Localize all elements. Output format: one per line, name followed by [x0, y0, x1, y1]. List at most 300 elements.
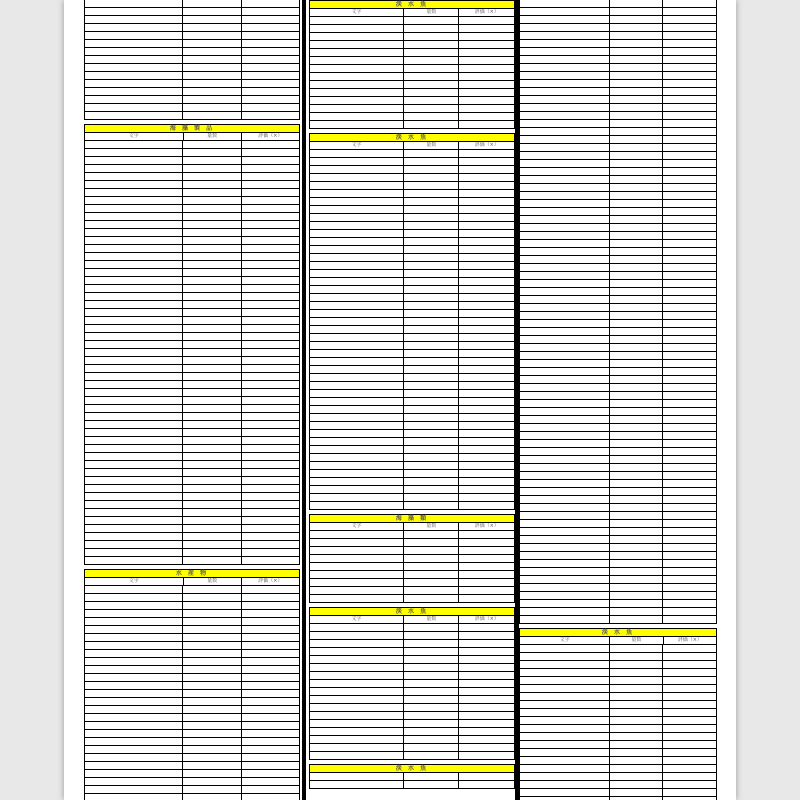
- table-cell: [403, 720, 459, 727]
- table-cell: [85, 738, 182, 745]
- table-cell: [458, 579, 514, 586]
- table-cell: [182, 365, 240, 372]
- table-row: [519, 392, 717, 400]
- table-cell: [662, 200, 716, 207]
- table-cell: [241, 157, 299, 164]
- table-cell: [520, 120, 609, 127]
- table-cell: [241, 397, 299, 404]
- table-header-cell: 評価（×）: [241, 133, 299, 140]
- table-cell: [458, 704, 514, 711]
- table-cell: [182, 626, 240, 633]
- table-row: [519, 0, 717, 8]
- table-cell: [85, 642, 182, 649]
- table-cell: [403, 736, 459, 743]
- table-row: [84, 269, 300, 277]
- table-cell: [85, 32, 182, 39]
- table-cell: [241, 738, 299, 745]
- table-cell: [241, 778, 299, 785]
- table-cell: [609, 677, 663, 684]
- table-cell: [609, 24, 663, 31]
- table-row: [309, 547, 515, 555]
- table-row: [309, 81, 515, 89]
- table-cell: [609, 552, 663, 559]
- table-row: [309, 318, 515, 326]
- table-cell: [662, 320, 716, 327]
- table-row: [84, 714, 300, 722]
- table-cell: [85, 269, 182, 276]
- table-cell: [662, 440, 716, 447]
- table-row: [84, 293, 300, 301]
- table-cell: [310, 547, 403, 554]
- table-cell: [310, 294, 403, 301]
- table-row: [84, 762, 300, 770]
- table-cell: [609, 576, 663, 583]
- table-row: [519, 200, 717, 208]
- table-cell: [241, 586, 299, 593]
- table-cell: [241, 24, 299, 31]
- table-cell: [241, 253, 299, 260]
- table-cell: [458, 454, 514, 461]
- table-row: [84, 333, 300, 341]
- table-cell: [241, 626, 299, 633]
- table-cell: [85, 112, 182, 119]
- table-cell: [662, 120, 716, 127]
- table-cell: [85, 746, 182, 753]
- table-cell: [310, 454, 403, 461]
- table-cell: [609, 360, 663, 367]
- table-cell: [403, 342, 459, 349]
- table-cell: [609, 376, 663, 383]
- table-cell: [310, 712, 403, 719]
- table-cell: [520, 184, 609, 191]
- table-cell: [662, 288, 716, 295]
- table-cell: [403, 696, 459, 703]
- table-cell: [609, 96, 663, 103]
- table-cell: [85, 594, 182, 601]
- table-row: [309, 502, 515, 510]
- table-cell: [520, 789, 609, 796]
- table-cell: [609, 669, 663, 676]
- table-cell: [182, 770, 240, 777]
- table-cell: [662, 560, 716, 567]
- table-row: [309, 462, 515, 470]
- table-cell: [458, 571, 514, 578]
- table-row: [84, 626, 300, 634]
- table-cell: [241, 525, 299, 532]
- table-cell: [662, 789, 716, 796]
- table-row: [84, 181, 300, 189]
- table-cell: [520, 344, 609, 351]
- table-row: [519, 72, 717, 80]
- table-row: [309, 720, 515, 728]
- table-cell: [662, 48, 716, 55]
- table-row: [519, 528, 717, 536]
- table-cell: [403, 502, 459, 509]
- table-cell: [241, 309, 299, 316]
- table-cell: [310, 326, 403, 333]
- table-cell: [458, 262, 514, 269]
- table-cell: [241, 666, 299, 673]
- table-cell: [662, 160, 716, 167]
- table-cell: [403, 672, 459, 679]
- section-title: 水 産 物: [84, 569, 300, 578]
- table-cell: [609, 424, 663, 431]
- table-row: [519, 645, 717, 653]
- table-row: [84, 24, 300, 32]
- table-row: [84, 477, 300, 485]
- table-cell: [458, 547, 514, 554]
- table-cell: [310, 672, 403, 679]
- table-cell: [458, 214, 514, 221]
- table-row: [519, 344, 717, 352]
- table-cell: [458, 414, 514, 421]
- table-cell: [458, 366, 514, 373]
- table-row: [309, 49, 515, 57]
- table-cell: [609, 64, 663, 71]
- section-title: 淡 水 魚: [309, 133, 515, 142]
- table-cell: [609, 320, 663, 327]
- table-cell: [85, 221, 182, 228]
- table-cell: [241, 477, 299, 484]
- table-row: [309, 286, 515, 294]
- table-row: [519, 120, 717, 128]
- table-cell: [241, 229, 299, 236]
- table-cell: [182, 786, 240, 793]
- table-cell: [241, 469, 299, 476]
- table-header-cell: 量数: [403, 523, 459, 530]
- table-cell: [241, 714, 299, 721]
- table-cell: [241, 650, 299, 657]
- table-row: [84, 533, 300, 541]
- table-cell: [85, 229, 182, 236]
- table-cell: [609, 144, 663, 151]
- table-cell: [662, 456, 716, 463]
- table-cell: [609, 312, 663, 319]
- table-cell: [241, 445, 299, 452]
- table-cell: [403, 624, 459, 631]
- table-cell: [182, 794, 240, 800]
- table-cell: [609, 392, 663, 399]
- table-row: [519, 741, 717, 749]
- table-row: [84, 421, 300, 429]
- table-cell: [609, 749, 663, 756]
- table-row: [519, 472, 717, 480]
- table-cell: [609, 616, 663, 623]
- table-cell: [182, 533, 240, 540]
- table-cell: [182, 245, 240, 252]
- table-row: [519, 320, 717, 328]
- table-row: [84, 461, 300, 469]
- table-cell: [520, 693, 609, 700]
- table-cell: [662, 216, 716, 223]
- table-cell: [85, 197, 182, 204]
- table-cell: [403, 206, 459, 213]
- table-cell: [182, 517, 240, 524]
- table-row: [519, 232, 717, 240]
- table-cell: [520, 352, 609, 359]
- table-cell: [85, 445, 182, 452]
- table-cell: [85, 461, 182, 468]
- table-cell: [403, 366, 459, 373]
- table-cell: [310, 736, 403, 743]
- table-header-cell: 評価（×）: [241, 578, 299, 585]
- table-cell: [609, 8, 663, 15]
- table-cell: [310, 254, 403, 261]
- table-row: [519, 512, 717, 520]
- table-cell: [662, 520, 716, 527]
- table-row: [84, 666, 300, 674]
- table-cell: [520, 749, 609, 756]
- table-row: [84, 650, 300, 658]
- table-row: [519, 749, 717, 757]
- table-cell: [662, 685, 716, 692]
- table-cell: [609, 757, 663, 764]
- table-cell: [182, 730, 240, 737]
- table-cell: [403, 680, 459, 687]
- table-cell: [310, 632, 403, 639]
- table-cell: [458, 531, 514, 538]
- table-row: [519, 536, 717, 544]
- table-cell: [85, 253, 182, 260]
- table-cell: [403, 579, 459, 586]
- table-cell: [241, 493, 299, 500]
- table-cell: [403, 113, 459, 120]
- table-cell: [182, 485, 240, 492]
- table-cell: [182, 493, 240, 500]
- table-row: [309, 587, 515, 595]
- table-row: [519, 184, 717, 192]
- table-cell: [85, 48, 182, 55]
- table-cell: [310, 595, 403, 602]
- table-header-cell: 評価（×）: [458, 523, 514, 530]
- table-row: [519, 765, 717, 773]
- table-cell: [609, 264, 663, 271]
- table-cell: [241, 237, 299, 244]
- table-cell: [609, 224, 663, 231]
- table-cell: [458, 374, 514, 381]
- table-cell: [310, 563, 403, 570]
- table-cell: [609, 488, 663, 495]
- table-cell: [241, 181, 299, 188]
- table-row: [84, 786, 300, 794]
- table-cell: [182, 269, 240, 276]
- table-cell: [241, 770, 299, 777]
- table-cell: [662, 616, 716, 623]
- table-cell: [403, 294, 459, 301]
- table-cell: [85, 149, 182, 156]
- table-row: [519, 653, 717, 661]
- table-cell: [85, 586, 182, 593]
- table-cell: [403, 73, 459, 80]
- table-cell: [85, 690, 182, 697]
- table-cell: [609, 717, 663, 724]
- table-cell: [662, 512, 716, 519]
- table-row: [519, 8, 717, 16]
- table-cell: [403, 555, 459, 562]
- table-cell: [520, 368, 609, 375]
- table-row: [309, 174, 515, 182]
- table-cell: [310, 374, 403, 381]
- table-cell: [520, 16, 609, 23]
- table-row: [309, 406, 515, 414]
- table-cell: [520, 264, 609, 271]
- table-row: [309, 166, 515, 174]
- table-cell: [182, 16, 240, 23]
- table-row: [84, 634, 300, 642]
- table-row: [519, 80, 717, 88]
- table-cell: [403, 358, 459, 365]
- table-cell: [241, 690, 299, 697]
- table-cell: [182, 778, 240, 785]
- table-cell: [458, 81, 514, 88]
- table-cell: [520, 312, 609, 319]
- table-cell: [310, 206, 403, 213]
- table-cell: [662, 152, 716, 159]
- table-cell: [520, 248, 609, 255]
- table-cell: [85, 181, 182, 188]
- table-cell: [310, 190, 403, 197]
- table-cell: [609, 480, 663, 487]
- table-cell: [182, 618, 240, 625]
- table-cell: [662, 480, 716, 487]
- table-row: [309, 478, 515, 486]
- table-cell: [182, 157, 240, 164]
- table-cell: [182, 205, 240, 212]
- table-cell: [609, 256, 663, 263]
- table-row: [519, 440, 717, 448]
- table-cell: [85, 381, 182, 388]
- table-cell: [520, 560, 609, 567]
- table-cell: [403, 222, 459, 229]
- table-row: [519, 64, 717, 72]
- table-cell: [85, 493, 182, 500]
- table-cell: [310, 174, 403, 181]
- table-cell: [182, 221, 240, 228]
- table-row: [519, 600, 717, 608]
- table-row: [84, 541, 300, 549]
- table-cell: [403, 262, 459, 269]
- table-row: [84, 778, 300, 786]
- table-row: [519, 496, 717, 504]
- table-cell: [310, 640, 403, 647]
- table-cell: [182, 477, 240, 484]
- table-cell: [85, 602, 182, 609]
- table-cell: [85, 309, 182, 316]
- table-row: [84, 341, 300, 349]
- table-cell: [85, 786, 182, 793]
- table-cell: [241, 722, 299, 729]
- table-cell: [609, 400, 663, 407]
- table-cell: [520, 584, 609, 591]
- table-cell: [403, 414, 459, 421]
- table-cell: [458, 97, 514, 104]
- table-cell: [458, 65, 514, 72]
- table-cell: [609, 208, 663, 215]
- table-cell: [520, 152, 609, 159]
- table-cell: [662, 40, 716, 47]
- table-row: [84, 165, 300, 173]
- table-row: [84, 405, 300, 413]
- table-cell: [609, 504, 663, 511]
- table-cell: [241, 293, 299, 300]
- table-row: [84, 549, 300, 557]
- table-cell: [310, 246, 403, 253]
- table-cell: [609, 701, 663, 708]
- table-cell: [310, 89, 403, 96]
- table-cell: [520, 392, 609, 399]
- table-cell: [85, 485, 182, 492]
- table-cell: [85, 72, 182, 79]
- table-cell: [458, 158, 514, 165]
- table-cell: [403, 318, 459, 325]
- table-cell: [520, 56, 609, 63]
- table-cell: [85, 469, 182, 476]
- table-cell: [609, 72, 663, 79]
- table-cell: [520, 677, 609, 684]
- table-cell: [241, 16, 299, 23]
- table-cell: [182, 437, 240, 444]
- table-cell: [182, 389, 240, 396]
- table-cell: [241, 269, 299, 276]
- table-cell: [241, 32, 299, 39]
- table-cell: [241, 261, 299, 268]
- table-cell: [85, 88, 182, 95]
- table-cell: [458, 430, 514, 437]
- table-row: [309, 326, 515, 334]
- table-cell: [85, 658, 182, 665]
- table-cell: [662, 765, 716, 772]
- table-cell: [182, 405, 240, 412]
- table-cell: [520, 645, 609, 652]
- table-cell: [241, 594, 299, 601]
- table-header-cell: 文字: [351, 523, 362, 529]
- table-cell: [520, 701, 609, 708]
- table-row: [309, 672, 515, 680]
- table-row: [84, 80, 300, 88]
- table-row: [309, 571, 515, 579]
- table-cell: [85, 277, 182, 284]
- table-cell: [241, 277, 299, 284]
- table-cell: [520, 304, 609, 311]
- table-cell: [241, 317, 299, 324]
- table-row: [309, 656, 515, 664]
- table-cell: [310, 422, 403, 429]
- table-row: [84, 96, 300, 104]
- table-row: [309, 632, 515, 640]
- table-row: [309, 206, 515, 214]
- table-row: [309, 230, 515, 238]
- table-cell: [458, 398, 514, 405]
- table-row: [519, 616, 717, 624]
- table-cell: [85, 293, 182, 300]
- table-row: [519, 480, 717, 488]
- table-cell: [182, 285, 240, 292]
- table-header-row: [84, 133, 300, 141]
- table-cell: [182, 690, 240, 697]
- table-cell: [520, 568, 609, 575]
- table-cell: [241, 682, 299, 689]
- table-cell: [85, 557, 182, 564]
- table-cell: [520, 608, 609, 615]
- table-cell: [310, 555, 403, 562]
- table-cell: [458, 744, 514, 751]
- table-cell: [609, 352, 663, 359]
- table-cell: [520, 733, 609, 740]
- table-cell: [458, 238, 514, 245]
- table-cell: [458, 422, 514, 429]
- table-cell: [403, 182, 459, 189]
- table-cell: [609, 344, 663, 351]
